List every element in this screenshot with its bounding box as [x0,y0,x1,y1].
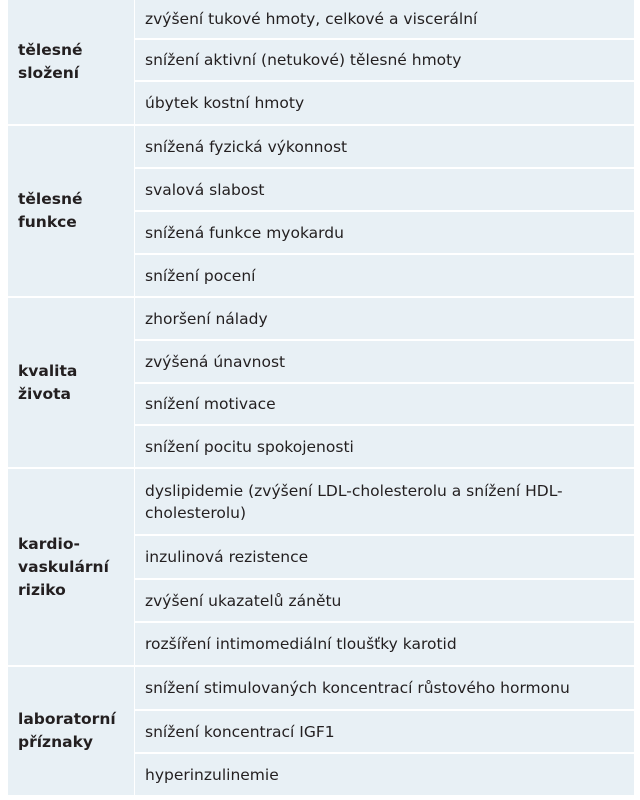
table-row: zvýšení tukové hmoty, celkové a viscerální [135,0,634,38]
table-row: zvýšená únavnost [135,341,634,382]
table-row: snížená fyzická výkonnost [135,126,634,167]
table-row: snížení pocitu spokojenosti [135,426,634,467]
table-group-quality-of-life [8,298,634,468]
table-row: svalová slabost [135,169,634,210]
table-row: rozšíření intimomediální tloušťky karotid [135,623,634,665]
table-group-cardiovascular-risk [8,469,634,666]
table-row: inzulinová rezistence [135,536,634,578]
table-row: zhoršení nálady [135,298,634,339]
table-row: hyperinzulinemie [135,754,634,795]
group-label: kardio- vaskulární riziko [8,469,134,665]
table-group-laboratory-signs [8,667,634,795]
table-group-body-composition [8,0,634,125]
table-group-body-function [8,126,634,297]
table-row: snížená funkce myokardu [135,212,634,253]
symptom-table [8,0,634,795]
group-label: laboratorní příznaky [8,667,134,795]
group-label: tělesné složení [8,0,134,124]
group-label: kvalita života [8,298,134,467]
table-row: úbytek kostní hmoty [135,82,634,124]
table-row: snížení motivace [135,384,634,424]
table-row: snížení koncentrací IGF1 [135,711,634,752]
table-row: snížení aktivní (netukové) tělesné hmoty [135,40,634,80]
table-row: dyslipidemie (zvýšení LDL-cholesterolu a snížení HDL-cholesterolu) [135,469,634,534]
table-row: snížení pocení [135,255,634,296]
table-row: zvýšení ukazatelů zánětu [135,580,634,621]
table-row: snížení stimulovaných koncentrací růstového hormonu [135,667,634,709]
group-label: tělesné funkce [8,126,134,296]
